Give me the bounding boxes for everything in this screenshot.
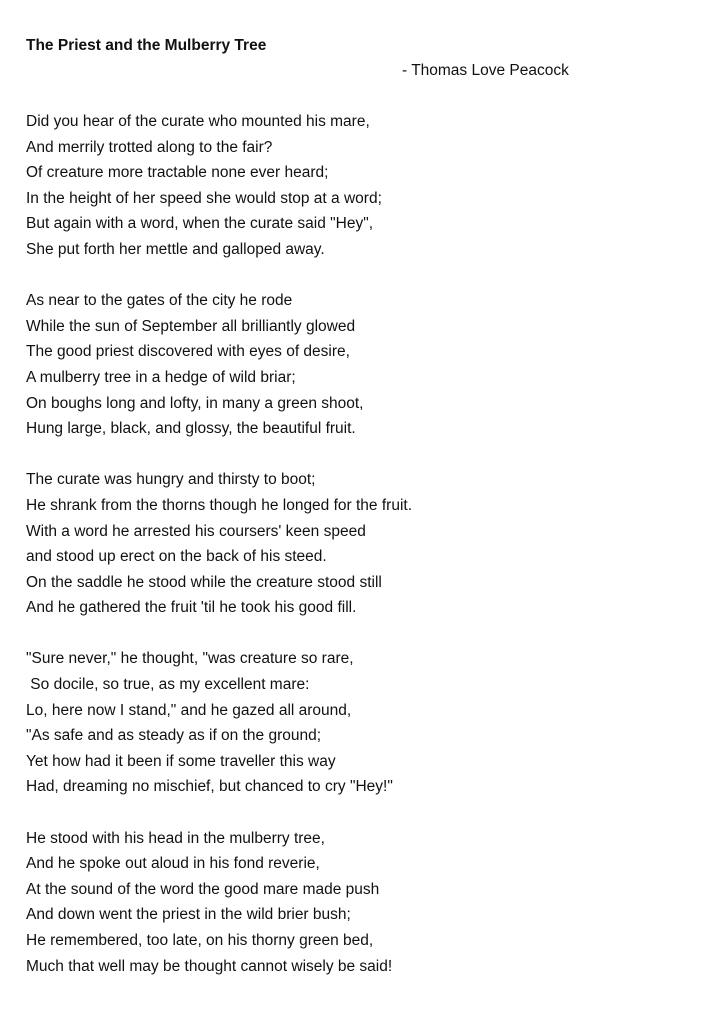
poem-line: On boughs long and lofty, in many a green shoot, bbox=[26, 394, 364, 412]
poem-line: And he gathered the fruit 'til he took his good fill. bbox=[26, 599, 357, 617]
poem-author: - Thomas Love Peacock bbox=[402, 62, 569, 79]
poem-line: Did you hear of the curate who mounted his mare, bbox=[26, 113, 370, 130]
poem-line: On the saddle he stood while the creature stood still bbox=[26, 573, 382, 591]
poem-line: At the sound of the word the good mare made push bbox=[26, 880, 380, 898]
poem-line: He remembered, too late, on his thorny green bed, bbox=[26, 932, 374, 949]
poem-line: In the height of her speed she would stop at a word; bbox=[26, 189, 382, 207]
stanza-3 bbox=[26, 467, 706, 621]
poem-title: The Priest and the Mulberry Tree bbox=[26, 37, 267, 54]
poem-line: Lo, here now I stand," and he gazed all around, bbox=[26, 701, 352, 719]
stanza-2 bbox=[26, 288, 706, 442]
poem-line: As near to the gates of the city he rode bbox=[26, 292, 293, 310]
poem-line: And he spoke out aloud in his fond reverie, bbox=[26, 855, 320, 873]
poem-line: So docile, so true, as my excellent mare: bbox=[26, 676, 310, 694]
poem-line: Much that well may be thought cannot wisely be said! bbox=[26, 957, 393, 975]
poem-line: Yet how had it been if some traveller this way bbox=[26, 752, 336, 770]
poem-line: But again with a word, when the curate said "Hey", bbox=[26, 215, 374, 233]
document-page bbox=[26, 35, 706, 1005]
poem-line: A mulberry tree in a hedge of wild briar; bbox=[26, 368, 296, 386]
poem-line: Had, dreaming no mischief, but chanced to cry "Hey!" bbox=[26, 778, 393, 796]
stanza-4 bbox=[26, 646, 706, 800]
stanza-5 bbox=[26, 826, 706, 980]
poem-line: He stood with his head in the mulberry tree, bbox=[26, 829, 325, 847]
poem-line: While the sun of September all brilliantly glowed bbox=[26, 317, 356, 335]
poem-body bbox=[26, 109, 706, 979]
poem-line: "As safe and as steady as if on the ground; bbox=[26, 727, 322, 745]
poem-line: He shrank from the thorns though he longed for the fruit. bbox=[26, 496, 413, 514]
poem-line: "Sure never," he thought, "was creature so rare, bbox=[26, 650, 354, 668]
stanza-1 bbox=[26, 109, 706, 263]
poem-line: Of creature more tractable none ever heard; bbox=[26, 164, 329, 182]
poem-line: With a word he arrested his coursers' keen speed bbox=[26, 522, 366, 540]
poem-line: The good priest discovered with eyes of desire, bbox=[26, 343, 350, 361]
poem-line: And merrily trotted along to the fair? bbox=[26, 138, 273, 156]
poem-line: The curate was hungry and thirsty to boot; bbox=[26, 471, 316, 489]
poem-line: And down went the priest in the wild brier bush; bbox=[26, 906, 351, 924]
poem-line: Hung large, black, and glossy, the beautiful fruit. bbox=[26, 420, 356, 438]
poem-line: She put forth her mettle and galloped away. bbox=[26, 240, 325, 258]
poem-line: and stood up erect on the back of his steed. bbox=[26, 548, 327, 566]
